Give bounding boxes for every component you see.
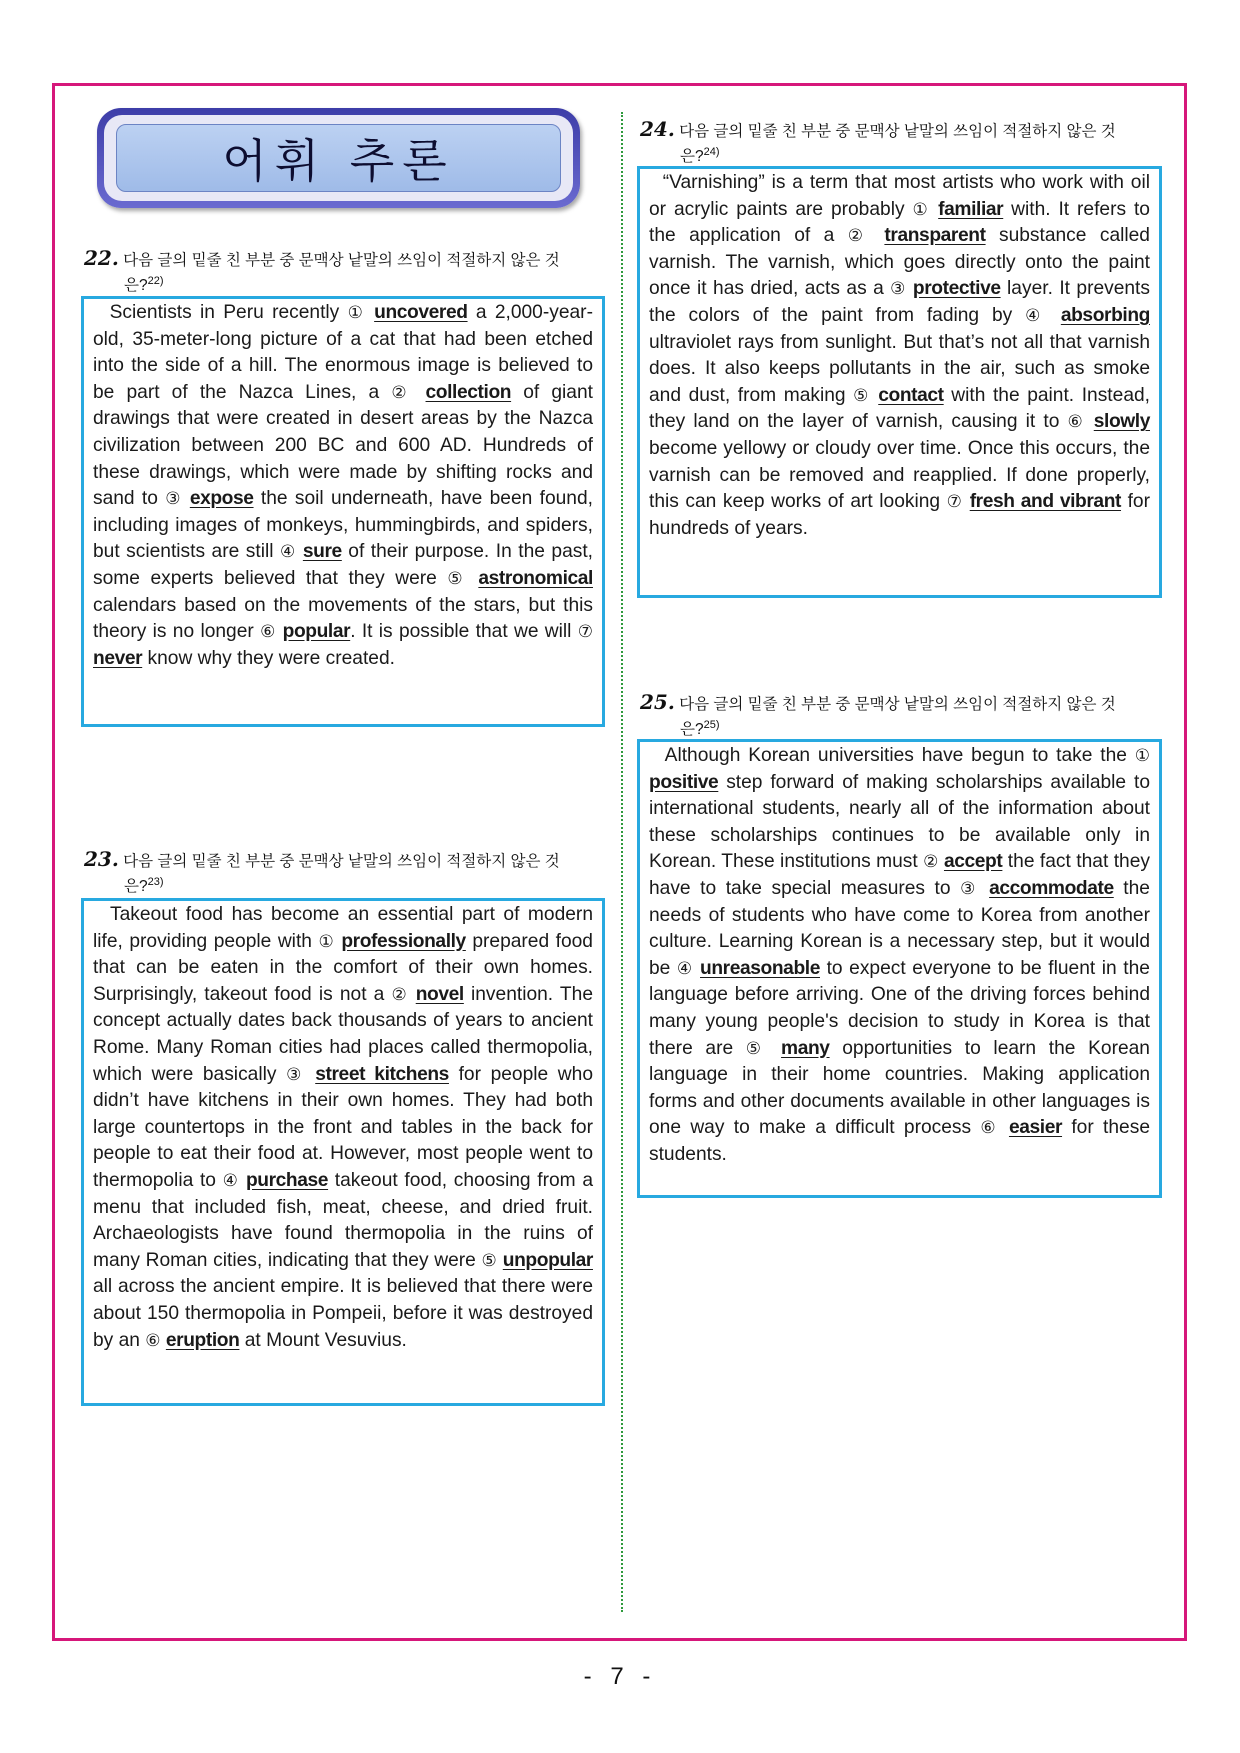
choice-marker: ⑤ <box>853 385 871 406</box>
question-header <box>640 119 1162 167</box>
page-number: - 7 - <box>583 1663 657 1690</box>
passage-text <box>413 382 425 403</box>
choice-marker: ④ <box>279 542 297 563</box>
choice-marker: ⑥ <box>1067 412 1086 433</box>
footnote-marker: 23) <box>147 876 164 888</box>
passage-text: step forward of making scholarships available to international students, nearly all of the information about these scholarships continues to be available only in Korean. These institutions must <box>649 771 1156 873</box>
underlined-word: easier <box>1008 1117 1063 1139</box>
underlined-word: novel <box>415 983 464 1005</box>
choice-marker: ⑤ <box>745 1038 769 1059</box>
underlined-word: contact <box>878 384 944 406</box>
passage-text: the needs of students who have come to Korea from another culture. Learning Korean is a necessary step, but it would be <box>649 877 1156 979</box>
underlined-word: collection <box>425 381 512 403</box>
underlined-word: accept <box>943 851 1003 873</box>
choice-marker: ⑦ <box>577 622 593 643</box>
question-prompt: 다음 글의 밑줄 친 부분 중 문맥상 낱말의 쓰임이 적절하지 않은 것 <box>679 123 1116 140</box>
section-title-plate <box>116 124 561 192</box>
underlined-word: uncovered <box>374 302 468 323</box>
choice-marker: ④ <box>222 1170 240 1191</box>
question-header <box>84 849 604 897</box>
choice-marker: ⑥ <box>145 1330 161 1351</box>
question-prompt: 다음 글의 밑줄 친 부분 중 문맥상 낱말의 쓰임이 적절하지 않은 것 <box>123 853 560 870</box>
choice-marker: ② <box>847 226 871 247</box>
prompt-continued-text: 은? <box>680 721 704 739</box>
passage-text: layer. It prevents the colors of the paint from fading by <box>649 278 1156 326</box>
passage-box <box>81 898 605 1406</box>
passage-text <box>1000 1117 1009 1138</box>
prompt-continued-text: 은? <box>680 148 704 166</box>
question-header <box>84 248 604 296</box>
passage-text <box>980 878 990 899</box>
section-title-banner <box>97 108 580 208</box>
question-number: 24. <box>640 117 675 141</box>
passage-text: prepared food that can be eaten in the comfort of their own homes. Surprisingly, takeout food is not a <box>93 930 599 1005</box>
choice-marker: ④ <box>1025 305 1048 326</box>
question-prompt-continued <box>640 715 1162 740</box>
underlined-word: unreasonable <box>700 957 820 979</box>
question-prompt-continued <box>640 142 1162 167</box>
question-number: 22. <box>84 246 119 270</box>
choice-marker: ③ <box>890 279 907 300</box>
passage-text: for hundreds of years. <box>649 491 1156 539</box>
underlined-word: popular <box>282 621 351 643</box>
underlined-word: transparent <box>884 225 986 247</box>
passage-text: Although Korean universities have begun to take the <box>649 745 1135 766</box>
question-header <box>640 692 1162 740</box>
choice-marker: ③ <box>165 489 183 510</box>
choice-marker: ② <box>923 852 939 873</box>
passage-text <box>1086 411 1094 432</box>
passage-text <box>871 225 884 246</box>
passage-text <box>306 1064 316 1085</box>
passage-text <box>182 488 189 509</box>
choice-marker: ⑥ <box>260 622 277 643</box>
choice-marker: ④ <box>676 958 694 979</box>
prompt-continued-text: 은? <box>124 878 148 896</box>
underlined-word: unpopular <box>502 1249 593 1271</box>
underlined-word: purchase <box>245 1169 329 1191</box>
passage-text: opportunities to learn the Korean language in their home countries. Making application forms and other documents available in other languages is one way to make a difficult process <box>649 1037 1156 1139</box>
choice-marker: ② <box>391 382 414 403</box>
passage-text: invention. The concept actually dates back thousands of years to ancient Rome. Many Roman cities had places called thermopolia, which were basically <box>93 983 599 1085</box>
prompt-continued-text: 은? <box>124 277 148 295</box>
passage-text: for these students. <box>649 1117 1156 1165</box>
underlined-word: familiar <box>938 198 1004 220</box>
passage-text: to expect everyone to be fluent in the language before arriving. One of the driving forces behind many young people's decision to study in Korea is that there are <box>649 957 1156 1059</box>
passage-text: calendars based on the movements of the stars, but this theory is no longer <box>93 567 599 643</box>
passage-text: . It is possible that we will <box>350 621 578 643</box>
passage-box <box>81 296 605 727</box>
underlined-word: street kitchens <box>315 1063 449 1085</box>
underlined-word: many <box>781 1037 830 1059</box>
passage-text <box>239 1170 246 1191</box>
choice-marker: ③ <box>960 878 980 899</box>
question-prompt: 다음 글의 밑줄 친 부분 중 문맥상 낱말의 쓰임이 적절하지 않은 것 <box>123 252 560 269</box>
passage-text: of giant drawings that were created in desert areas by the Nazca civilization between 200 BC and 600 AD. Hundreds of these drawings, which were made by shifting rocks and sand to <box>93 381 599 510</box>
underlined-word: absorbing <box>1060 304 1150 326</box>
underlined-word: astronomical <box>478 567 593 589</box>
choice-marker: ⑤ <box>447 568 468 589</box>
passage-text: all across the ancient empire. It is believed that there were about 150 thermopolia in Pompeii, before it was destroyed by an <box>93 1249 599 1351</box>
column-divider <box>621 112 623 1612</box>
underlined-word: slowly <box>1093 411 1150 433</box>
underlined-word: fresh and vibrant <box>969 491 1122 513</box>
passage-text <box>1150 745 1155 766</box>
passage-text <box>366 302 374 323</box>
choice-marker: ⑤ <box>481 1250 498 1271</box>
choice-marker: ⑦ <box>946 492 964 513</box>
question-prompt: 다음 글의 밑줄 친 부분 중 문맥상 낱말의 쓰임이 적절하지 않은 것 <box>679 696 1116 713</box>
underlined-word: accommodate <box>989 877 1114 899</box>
choice-marker: ① <box>318 931 335 952</box>
passage-text: “Varnishing” is a term that most artists who work with oil or acrylic paints are probably <box>649 172 1156 220</box>
passage-text: of their purpose. In the past, some experts believed that they were <box>93 541 599 589</box>
passage-text <box>930 199 938 220</box>
underlined-word: eruption <box>165 1329 240 1351</box>
passage-text <box>468 568 479 589</box>
choice-marker: ② <box>391 984 409 1005</box>
footnote-marker: 24) <box>703 146 720 158</box>
passage-text: for people who didn’t have kitchens in their own homes. They had both large countertops in the front and tables in the back for people to eat their food at. However, most people went to thermopolia to <box>93 1063 599 1191</box>
passage-text: the soil underneath, have been found, including images of monkeys, hummingbirds, and spiders, but scientists are still <box>93 488 599 563</box>
passage-text: Takeout food has become an essential part of modern life, providing people with <box>93 904 599 952</box>
choice-marker: ① <box>1134 746 1150 766</box>
question-prompt-continued <box>84 872 604 897</box>
passage-text: with. It refers to the application of a <box>649 198 1156 247</box>
passage-text <box>409 984 416 1005</box>
passage-text: a 2,000-year-old, 35-meter-long picture of a cat that had been etched into the side of a hill. The enormous image is believed to be part of the Nazca Lines, a <box>93 302 599 403</box>
underlined-word: professionally <box>341 930 466 952</box>
underlined-word: protective <box>912 278 1001 300</box>
passage-text: know why they were created. <box>142 647 395 669</box>
passage-text: the fact that they have to take special measures to <box>649 851 1156 899</box>
underlined-word: sure <box>302 541 342 563</box>
choice-marker: ⑥ <box>980 1118 1000 1139</box>
passage-text: Scientists in Peru recently <box>93 302 348 323</box>
question-prompt-continued <box>84 271 604 296</box>
passage-text: substance called varnish. The varnish, which goes directly onto the paint once it has dried, acts as a <box>649 225 1156 300</box>
footnote-marker: 22) <box>147 275 164 287</box>
passage-text: with the paint. Instead, they land on the layer of varnish, causing it to <box>649 384 1156 433</box>
question-number: 25. <box>640 690 675 714</box>
page-title: 어휘 추론 <box>222 134 455 188</box>
choice-marker: ③ <box>286 1064 306 1085</box>
passage-text <box>593 621 598 642</box>
passage-text <box>768 1038 781 1059</box>
choice-marker: ① <box>912 199 931 220</box>
passage-text: become yellowy or cloudy over time. Once this occurs, the varnish can be removed and reapplied. If done properly, this can keep works of art looking <box>649 411 1156 513</box>
passage-box <box>637 166 1162 598</box>
underlined-word: positive <box>649 771 719 793</box>
section-title-border <box>104 115 573 201</box>
underlined-word: expose <box>189 488 254 510</box>
passage-text: ultraviolet rays from sunlight. But that’s not all that varnish does. It also keeps pollutants in the air, such as smoke and dust, from making <box>649 304 1156 406</box>
passage-text: takeout food, choosing from a menu that included fish, meat, cheese, and dried fruit. Archaeologists have found thermopolia in the ruins of many Roman cities, indicating that they were <box>93 1169 599 1271</box>
passage-box <box>637 739 1162 1198</box>
passage-text: at Mount Vesuvius. <box>239 1329 407 1351</box>
passage-text <box>1048 305 1061 326</box>
choice-marker: ① <box>347 303 366 323</box>
question-number: 23. <box>84 847 119 871</box>
underlined-word: never <box>93 647 143 669</box>
footnote-marker: 25) <box>703 719 720 731</box>
